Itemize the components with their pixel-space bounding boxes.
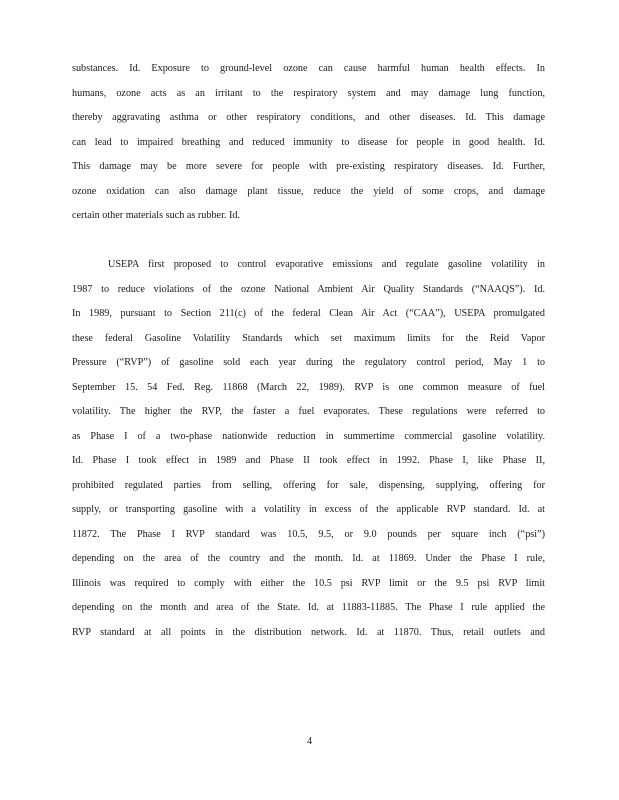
text-line: September 15. 54 Fed. Reg. 11868 (March 22, 1989). RVP is one common measure of fuel xyxy=(72,381,545,393)
paragraph-gasoline-volatility xyxy=(72,253,545,645)
text-line: 11872. The Phase I RVP standard was 10.5, 9.5, or 9.0 pounds per square inch (“psi”) xyxy=(72,528,545,540)
page-number: 4 xyxy=(306,736,313,747)
text-line: USEPA first proposed to control evaporative emissions and regulate gasoline volatility in xyxy=(108,259,545,270)
text-line: humans, ozone acts as an irritant to the respiratory system and may damage lung function, xyxy=(72,87,545,99)
text-line: depending on the month and area of the State. Id. at 11883-11885. The Phase I rule applied the xyxy=(72,602,545,613)
text-line: Pressure (“RVP”) of gasoline sold each year during the regulatory control period, May 1 to xyxy=(72,357,545,368)
text-line: prohibited regulated parties from selling, offering for sale, dispensing, supplying, offering for xyxy=(72,479,545,491)
text-line: Illinois was required to comply with either the 10.5 psi RVP limit or the 9.5 psi RVP limit xyxy=(72,577,545,589)
text-line: ozone oxidation can also damage plant tissue, reduce the yield of some crops, and damage xyxy=(72,185,545,197)
text-line: certain other materials such as rubber. Id. xyxy=(72,210,241,221)
text-line: Id. Phase I took effect in 1989 and Phase II took effect in 1992. Phase I, like Phase II, xyxy=(72,455,545,466)
text-line: substances. Id. Exposure to ground-level ozone can cause harmful human health effects. In xyxy=(72,63,545,74)
text-line: as Phase I of a two-phase nationwide reduction in summertime commercial gasoline volatility. xyxy=(72,430,545,442)
text-line: thereby aggravating asthma or other respiratory conditions, and other diseases. Id. This damage xyxy=(72,112,545,123)
text-line: can lead to impaired breathing and reduced immunity to disease for people in good health. Id. xyxy=(72,136,545,148)
paragraph-ozone-effects xyxy=(72,57,545,229)
text-line: depending on the area of the country and the month. Id. at 11869. Under the Phase I rule, xyxy=(72,553,545,564)
text-line: RVP standard at all points in the distribution network. Id. at 11870. Thus, retail outlets and xyxy=(72,626,545,638)
text-line: volatility. The higher the RVP, the faster a fuel evaporates. These regulations were referred to xyxy=(72,406,545,417)
text-line: This damage may be more severe for people with pre-existing respiratory diseases. Id. Further, xyxy=(72,161,545,172)
text-line: 1987 to reduce violations of the ozone National Ambient Air Quality Standards (“NAAQS”). Id. xyxy=(72,283,545,295)
text-line: supply, or transporting gasoline with a volatility in excess of the applicable RVP standard. Id. at xyxy=(72,504,545,515)
text-line: these federal Gasoline Volatility Standards which set maximum limits for the Reid Vapor xyxy=(72,332,545,344)
text-line: In 1989, pursuant to Section 211(c) of the federal Clean Air Act (“CAA”), USEPA promulgated xyxy=(72,308,545,319)
